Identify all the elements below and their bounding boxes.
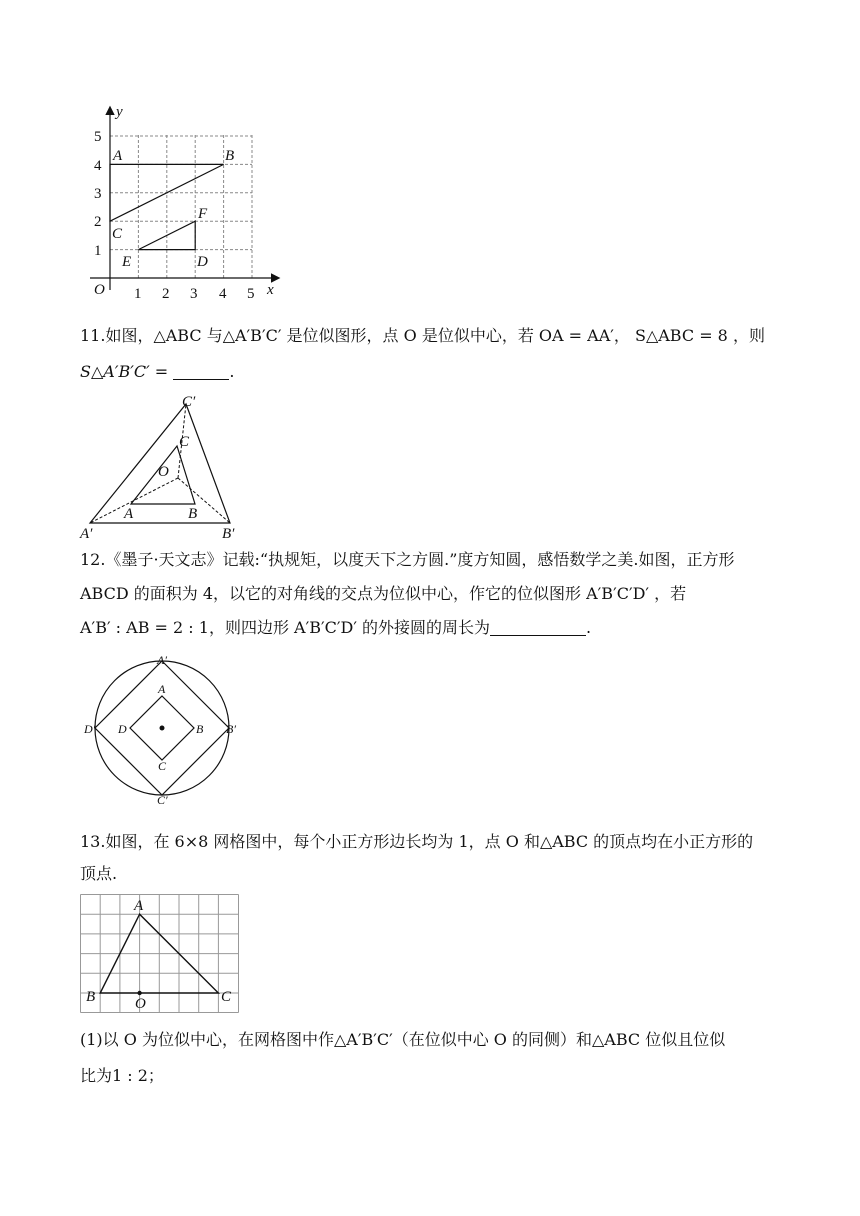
q12-figure (82, 652, 252, 812)
q13-part1-line1: (1)以 O 为位似中心，在网格图中作△A′B′C′（在位似中心 O 的同侧）和△ABC 位似且位似 (80, 1030, 726, 1049)
q11-area-expression: S△A′B′C′ = (80, 362, 169, 381)
y-axis-label: y (116, 104, 123, 120)
point-d-label: D (197, 254, 208, 270)
a-prime-label: A′ (157, 653, 167, 667)
q13-point-o (137, 991, 141, 995)
q13-a-label: A (134, 898, 144, 914)
origin-label: O (94, 282, 105, 298)
q12-line3 (80, 618, 591, 638)
a-label: A (124, 506, 134, 522)
q12-line2: ABCD 的面积为 4，以它的对角线的交点为位似中心，作它的位似图形 A′B′C′D′ ，若 (80, 584, 687, 603)
y-tick-1: 1 (94, 243, 102, 259)
q13-line2: 顶点. (80, 864, 118, 883)
y-tick-4: 4 (94, 158, 102, 174)
q13-b-label: B (86, 989, 96, 1005)
coordinate-figure (80, 100, 290, 300)
q13-line1: 13.如图，在 6×8 网格图中，每个小正方形边长均为 1，点 O 和△ABC 的顶点均在小正方形的 (80, 832, 754, 851)
d-prime-label: D′ (84, 722, 96, 736)
y-tick-5: 5 (94, 129, 102, 145)
x-axis-label: x (267, 282, 274, 298)
d-label: D (118, 722, 127, 736)
x-tick-2: 2 (162, 286, 170, 302)
q12-period: . (586, 618, 592, 637)
c-label: C (158, 759, 167, 773)
c-label: C (179, 434, 190, 450)
point-b-label: B (225, 148, 235, 164)
q12-line1: 12.《墨子·天文志》记载:“执规矩，以度天下之方圆.”度方知圆，感悟数学之美.如图，正方形 (80, 550, 735, 569)
point-e-label: E (122, 254, 132, 270)
q13-grid (81, 895, 239, 1013)
b-label: B (188, 506, 198, 522)
q13-c-label: C (221, 989, 232, 1005)
center-point (160, 726, 165, 731)
x-tick-5: 5 (247, 286, 255, 302)
q13-grid-figure (80, 894, 240, 1016)
q12-line3-text: A′B′ : AB = 2 : 1，则四边形 A′B′C′D′ 的外接圆的周长为 (80, 618, 491, 637)
q13-part1-line2: 比为1 : 2； (80, 1066, 164, 1085)
c-prime-label: C′ (182, 394, 196, 410)
x-tick-4: 4 (219, 286, 227, 302)
y-tick-2: 2 (94, 214, 102, 230)
b-prime-label: B′ (222, 526, 235, 542)
a-label: A (158, 682, 166, 696)
point-f-label: F (198, 206, 208, 222)
b-prime-label: B′ (226, 722, 236, 736)
q11-line2 (80, 362, 234, 382)
y-tick-3: 3 (94, 186, 102, 202)
q11-figure (78, 394, 248, 544)
q12-answer-blank[interactable] (490, 619, 586, 636)
a-prime-label: A′ (80, 526, 93, 542)
b-label: B (196, 722, 204, 736)
q11-period: . (229, 362, 235, 381)
o-label: O (158, 464, 169, 480)
q13-o-label: O (135, 996, 146, 1012)
x-tick-1: 1 (134, 286, 142, 302)
point-c-label: C (112, 226, 123, 242)
x-tick-3: 3 (190, 286, 198, 302)
c-prime-label: C′ (157, 793, 168, 807)
q11-answer-blank[interactable] (173, 363, 229, 380)
point-a-label: A (113, 148, 123, 164)
q11-line1: 11.如图，△ABC 与△A′B′C′ 是位似图形，点 O 是位似中心，若 OA = AA′， S△ABC = 8 ，则 (80, 326, 765, 345)
